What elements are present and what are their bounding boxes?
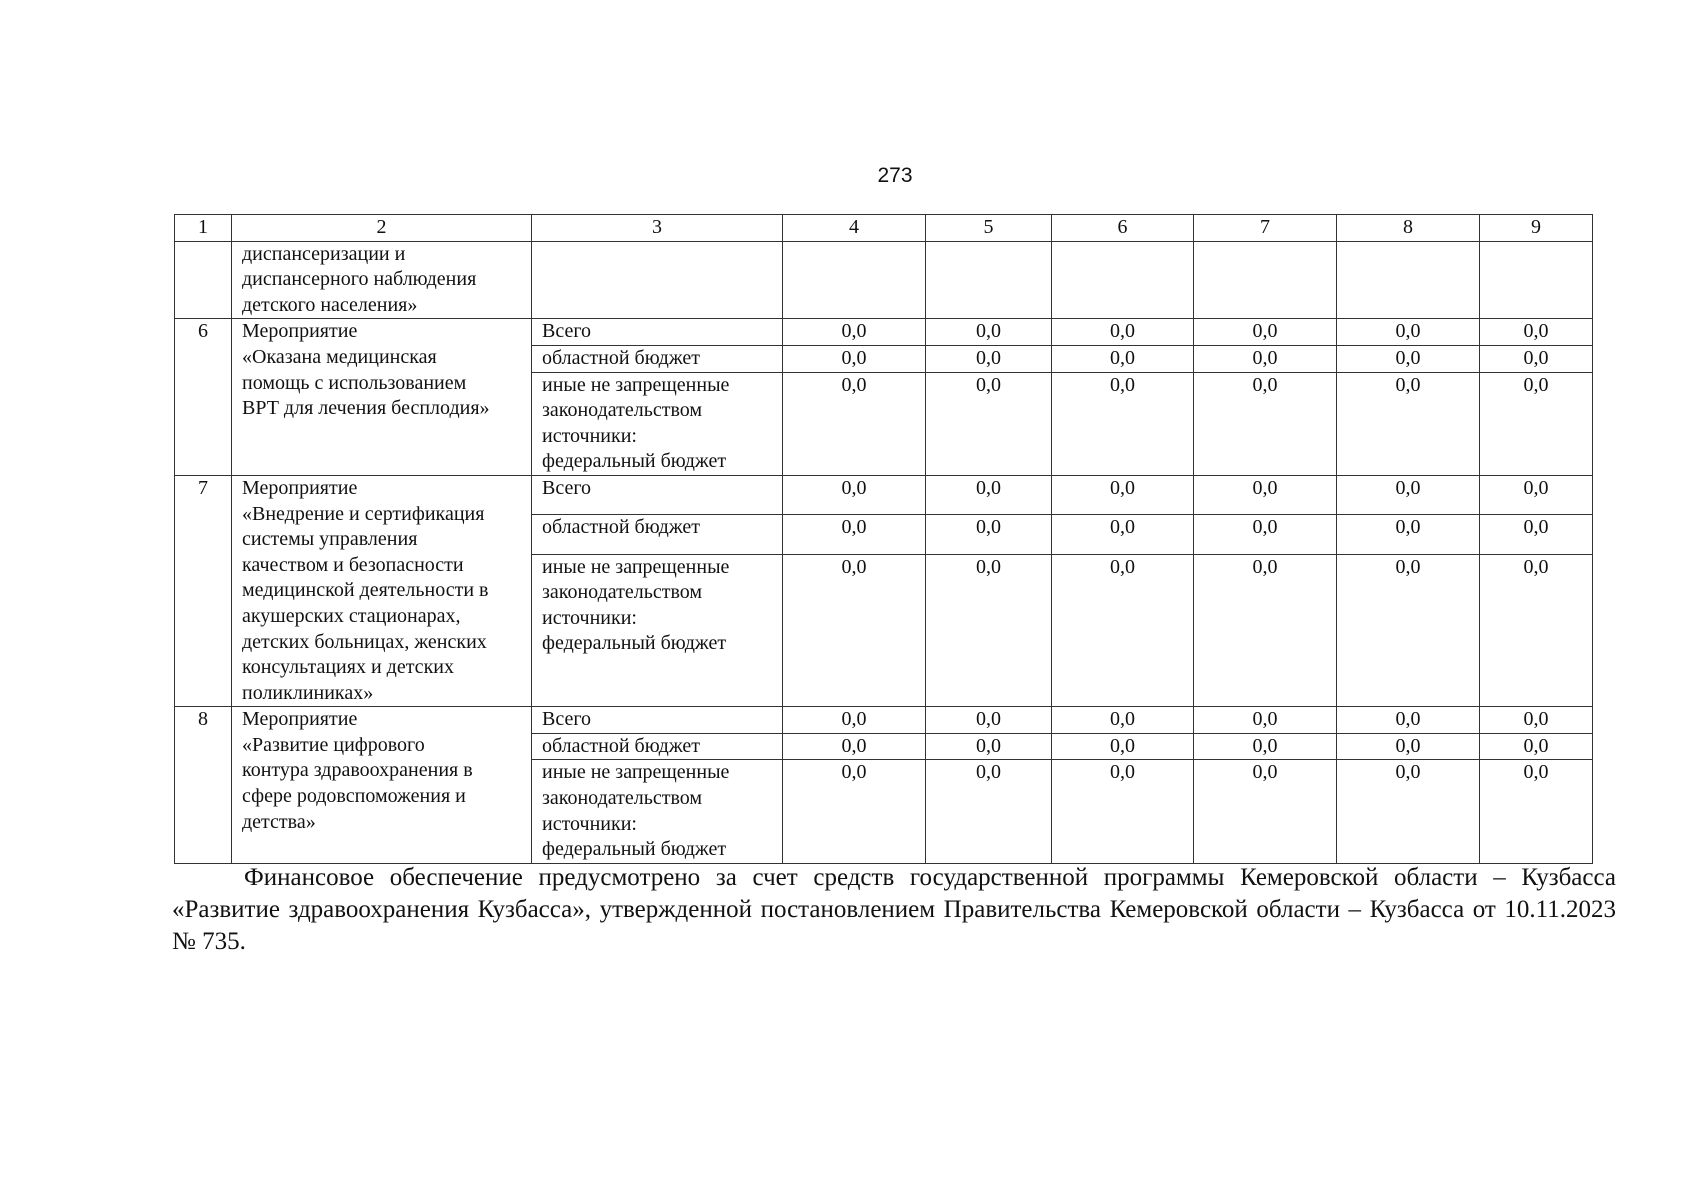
column-header: 2 xyxy=(232,215,532,242)
amount-cell: 0,0 xyxy=(783,707,926,734)
amount-cell: 0,0 xyxy=(1194,475,1337,514)
empty-cell xyxy=(532,241,783,319)
amount-cell: 0,0 xyxy=(783,733,926,760)
funding-source-cell: иные не запрещенные законодательством источники: федеральный бюджет xyxy=(532,372,783,475)
amount-cell: 0,0 xyxy=(1337,760,1480,863)
amount-cell: 0,0 xyxy=(783,475,926,514)
amount-cell: 0,0 xyxy=(1480,319,1593,346)
amount-cell: 0,0 xyxy=(1480,733,1593,760)
amount-cell: 0,0 xyxy=(1052,760,1194,863)
measure-name-cell: Мероприятие «Оказана медицинская помощь с использованием ВРТ для лечения бесплодия» xyxy=(232,319,532,476)
column-header: 4 xyxy=(783,215,926,242)
table-row xyxy=(175,475,1593,514)
amount-cell: 0,0 xyxy=(1052,345,1194,372)
empty-cell xyxy=(926,241,1052,319)
amount-cell: 0,0 xyxy=(1480,372,1593,475)
column-header: 7 xyxy=(1194,215,1337,242)
amount-cell: 0,0 xyxy=(783,372,926,475)
row-number-cell: 8 xyxy=(175,707,232,864)
amount-cell: 0,0 xyxy=(1194,760,1337,863)
amount-cell: 0,0 xyxy=(1480,515,1593,554)
financing-note: Финансовое обеспечение предусмотрено за счет средств государственной программы Кемеровской области – Кузбасса «Развитие здравоохранения Кузбасса», утвержденной постановлением Правительства Кемеровской области – Кузбасса от 10.11.2023 № 735. xyxy=(172,864,1616,955)
amount-cell: 0,0 xyxy=(1480,707,1593,734)
amount-cell: 0,0 xyxy=(1337,707,1480,734)
amount-cell: 0,0 xyxy=(1337,515,1480,554)
measure-name-cell: Мероприятие «Развитие цифрового контура здравоохранения в сфере родовспоможения и детства» xyxy=(232,707,532,864)
amount-cell: 0,0 xyxy=(1337,733,1480,760)
amount-cell: 0,0 xyxy=(1337,372,1480,475)
empty-cell xyxy=(783,241,926,319)
page-number: 273 xyxy=(877,164,913,187)
amount-cell: 0,0 xyxy=(926,475,1052,514)
funding-source-cell: областной бюджет xyxy=(532,345,783,372)
amount-cell: 0,0 xyxy=(1052,733,1194,760)
funding-source-cell: иные не запрещенные законодательством источники: федеральный бюджет xyxy=(532,554,783,707)
amount-cell: 0,0 xyxy=(783,515,926,554)
amount-cell: 0,0 xyxy=(1480,760,1593,863)
budget-table xyxy=(174,214,1593,864)
amount-cell: 0,0 xyxy=(1337,319,1480,346)
table-row xyxy=(175,707,1593,734)
amount-cell: 0,0 xyxy=(783,319,926,346)
amount-cell: 0,0 xyxy=(926,760,1052,863)
amount-cell: 0,0 xyxy=(1480,345,1593,372)
amount-cell: 0,0 xyxy=(1194,515,1337,554)
funding-source-cell: областной бюджет xyxy=(532,515,783,554)
column-header: 8 xyxy=(1337,215,1480,242)
amount-cell: 0,0 xyxy=(1052,707,1194,734)
funding-source-cell: иные не запрещенные законодательством источники: федеральный бюджет xyxy=(532,760,783,863)
amount-cell: 0,0 xyxy=(926,345,1052,372)
amount-cell: 0,0 xyxy=(1480,475,1593,514)
row-number-cell: 7 xyxy=(175,475,232,706)
funding-source-cell: Всего xyxy=(532,319,783,346)
amount-cell: 0,0 xyxy=(1194,554,1337,707)
amount-cell: 0,0 xyxy=(1052,319,1194,346)
amount-cell: 0,0 xyxy=(783,554,926,707)
table-row xyxy=(175,319,1593,346)
amount-cell: 0,0 xyxy=(1194,372,1337,475)
header-row xyxy=(175,215,1593,242)
column-header: 3 xyxy=(532,215,783,242)
amount-cell: 0,0 xyxy=(926,515,1052,554)
continuation-row xyxy=(175,241,1593,319)
empty-cell xyxy=(1480,241,1593,319)
amount-cell: 0,0 xyxy=(926,707,1052,734)
column-header: 6 xyxy=(1052,215,1194,242)
amount-cell: 0,0 xyxy=(1480,554,1593,707)
amount-cell: 0,0 xyxy=(1052,554,1194,707)
amount-cell: 0,0 xyxy=(926,372,1052,475)
amount-cell: 0,0 xyxy=(783,345,926,372)
measure-name-cell: Мероприятие «Внедрение и сертификация системы управления качеством и безопасности медицинской деятельности в акушерских стационарах, детских больницах, женских консультациях и детских поликлиниках» xyxy=(232,475,532,706)
row-number-cell: 6 xyxy=(175,319,232,476)
amount-cell: 0,0 xyxy=(1052,515,1194,554)
amount-cell: 0,0 xyxy=(1337,554,1480,707)
amount-cell: 0,0 xyxy=(1194,345,1337,372)
empty-cell xyxy=(1194,241,1337,319)
empty-cell xyxy=(1052,241,1194,319)
amount-cell: 0,0 xyxy=(1194,707,1337,734)
amount-cell: 0,0 xyxy=(1194,319,1337,346)
empty-cell xyxy=(1337,241,1480,319)
amount-cell: 0,0 xyxy=(1052,372,1194,475)
funding-source-cell: Всего xyxy=(532,707,783,734)
row-number-cell xyxy=(175,241,232,319)
column-header: 9 xyxy=(1480,215,1593,242)
amount-cell: 0,0 xyxy=(926,733,1052,760)
amount-cell: 0,0 xyxy=(1337,345,1480,372)
amount-cell: 0,0 xyxy=(926,554,1052,707)
amount-cell: 0,0 xyxy=(926,319,1052,346)
amount-cell: 0,0 xyxy=(1194,733,1337,760)
funding-source-cell: Всего xyxy=(532,475,783,514)
amount-cell: 0,0 xyxy=(783,760,926,863)
table-body xyxy=(175,215,1593,864)
amount-cell: 0,0 xyxy=(1052,475,1194,514)
column-header: 1 xyxy=(175,215,232,242)
amount-cell: 0,0 xyxy=(1337,475,1480,514)
measure-name-cell: диспансеризации и диспансерного наблюдения детского населения» xyxy=(232,241,532,319)
funding-source-cell: областной бюджет xyxy=(532,733,783,760)
column-header: 5 xyxy=(926,215,1052,242)
